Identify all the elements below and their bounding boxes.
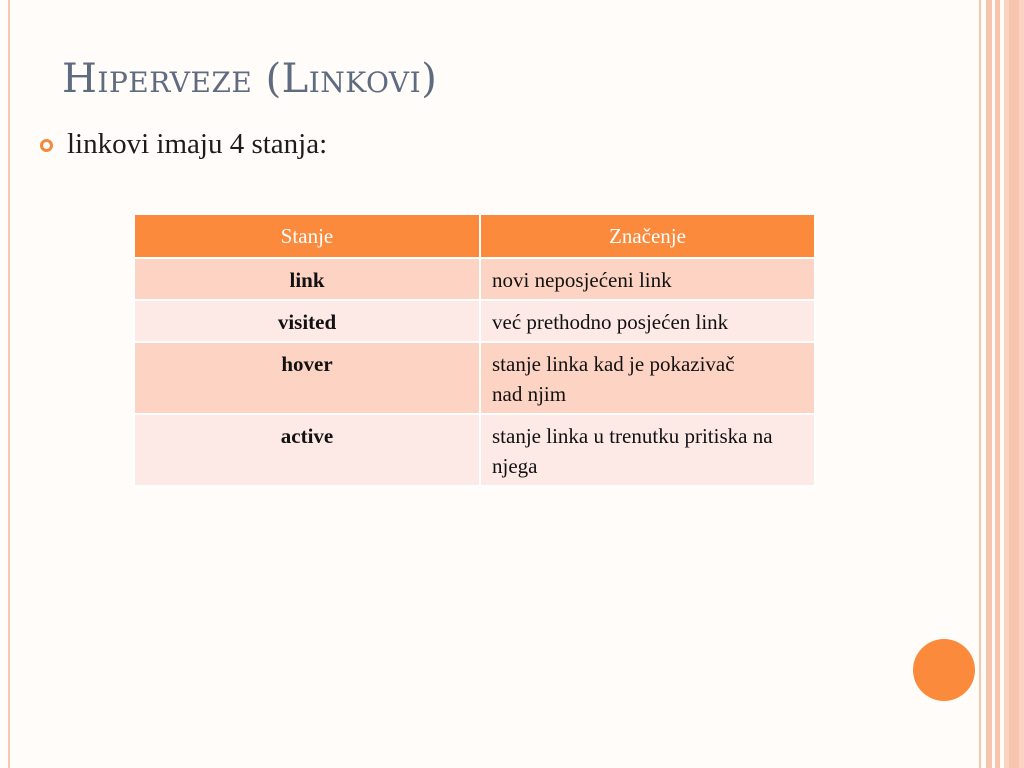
meaning-cell [480,300,815,342]
state-cell: active [134,414,480,486]
state-cell: hover [134,342,480,414]
right-stripe [1009,0,1019,768]
meaning-text: stanje linka u trenutku pritiska na njega [492,424,773,478]
meaning-cell: novi neposjećeni link [480,258,815,300]
meaning-text: stanje linka kad je pokazivač nad njim [492,352,735,406]
right-stripe [979,0,981,768]
table-header-row [134,214,815,258]
header-state: Stanje [134,214,480,258]
bullet-text: linkovi imaju 4 stanja: [67,128,328,160]
meaning-cell [480,342,815,414]
right-stripe [986,0,992,768]
table-row [134,342,815,414]
table-row [134,300,815,342]
slide-title: Hiperveze (Linkovi) [62,56,438,102]
header-meaning: Značenje [480,214,815,258]
table-row [134,258,815,300]
meaning-text: već prethodno posjećen link [492,310,729,334]
table-row [134,414,815,486]
ring-bullet-icon [40,139,53,152]
link-states-table [133,213,816,487]
left-border-line [8,0,10,768]
bullet-item [40,128,327,161]
meaning-cell [480,414,815,486]
state-cell: visited [134,300,480,342]
right-stripe [995,0,1000,768]
orange-circle-icon [913,639,975,701]
state-cell: link [134,258,480,300]
